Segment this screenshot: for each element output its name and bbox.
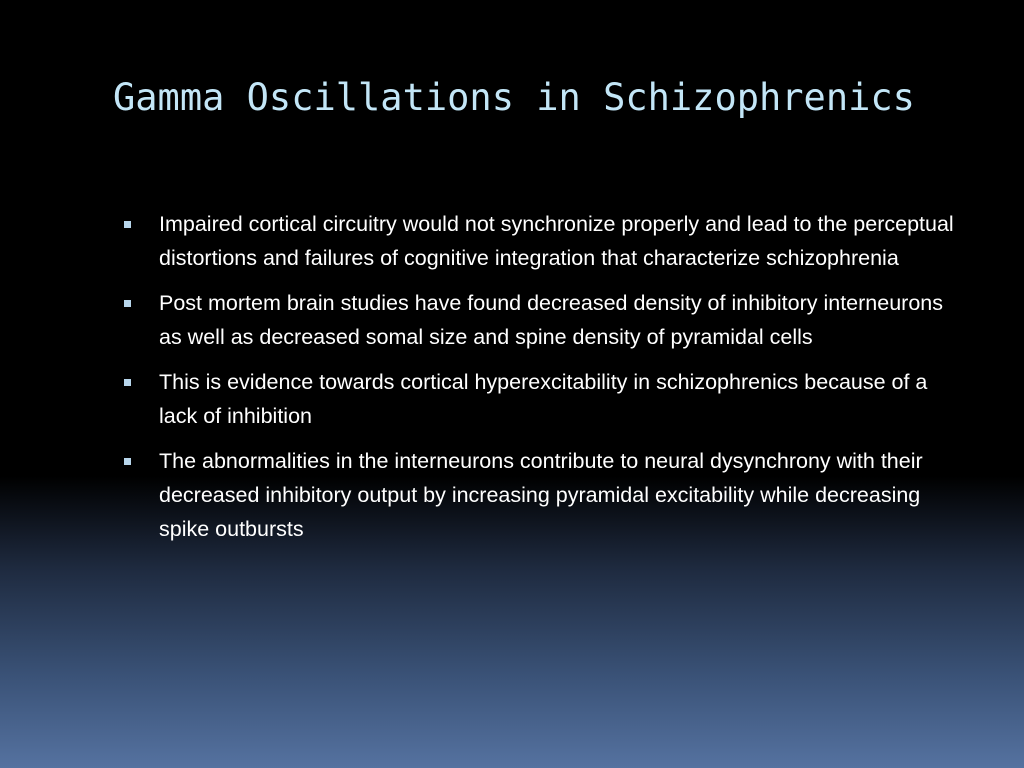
bullet-item-4 xyxy=(120,444,960,546)
bullet-list xyxy=(120,207,960,557)
bullet-text: Post mortem brain studies have found decreased density of inhibitory interneurons as well as decreased somal size and spine density of pyramidal cells xyxy=(159,291,943,349)
square-bullet-icon xyxy=(124,221,131,228)
square-bullet-icon xyxy=(124,379,131,386)
bullet-item-3 xyxy=(120,365,960,433)
bullet-item-2 xyxy=(120,286,960,354)
bullet-item-1 xyxy=(120,207,960,275)
bullet-text: The abnormalities in the interneurons contribute to neural dysynchrony with their decreased inhibitory output by increasing pyramidal excitability while decreasing spike outbursts xyxy=(159,449,923,541)
square-bullet-icon xyxy=(124,300,131,307)
bullet-text: This is evidence towards cortical hyperexcitability in schizophrenics because of a lack of inhibition xyxy=(159,370,928,428)
bullet-text: Impaired cortical circuitry would not synchronize properly and lead to the perceptual distortions and failures of cognitive integration that characterize schizophrenia xyxy=(159,212,954,270)
square-bullet-icon xyxy=(124,458,131,465)
slide-title: Gamma Oscillations in Schizophrenics xyxy=(113,76,915,119)
